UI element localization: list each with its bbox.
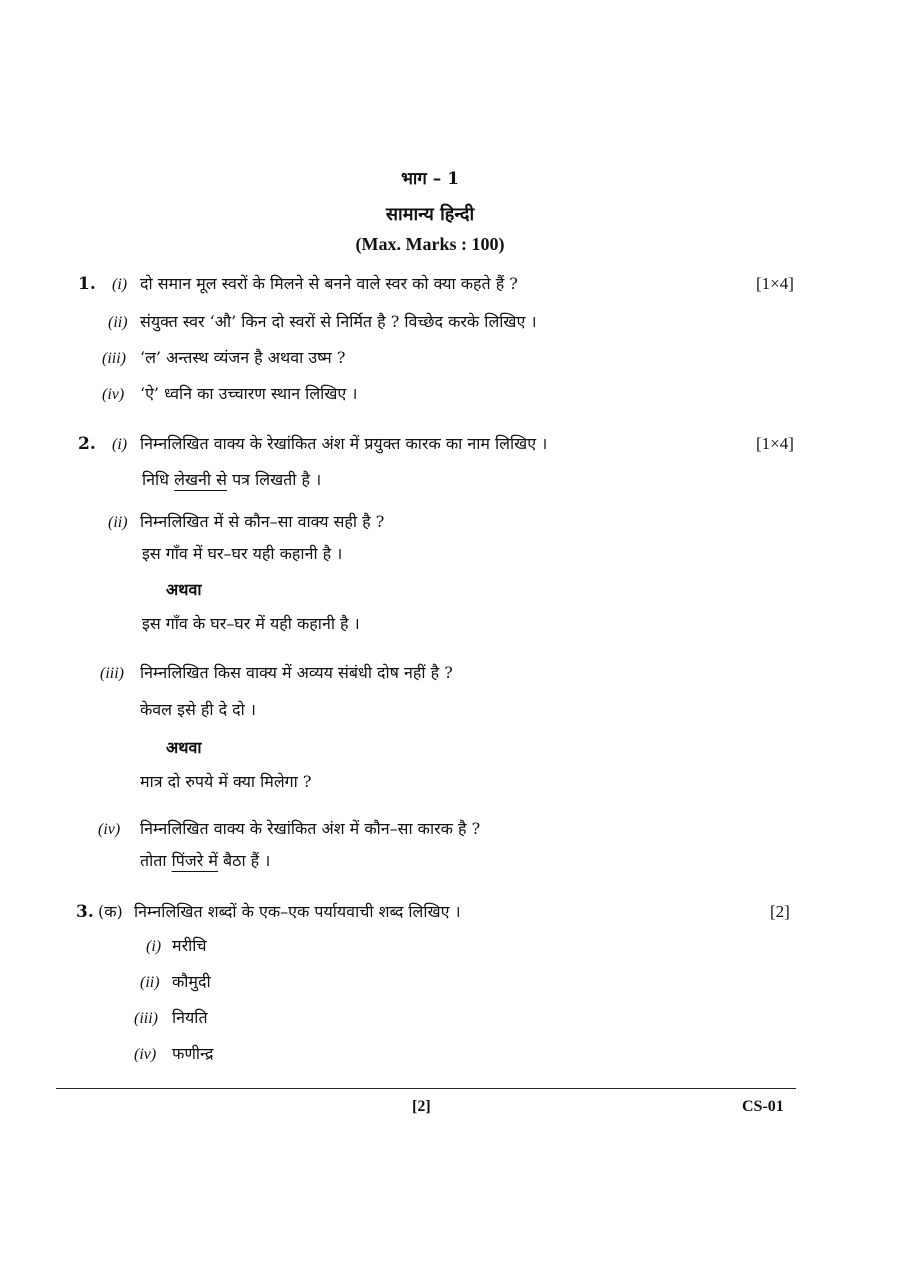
q2-part4-roman: (iv)	[98, 821, 121, 838]
q1-part3-roman: (iii)	[102, 350, 126, 367]
q2-part3-option-a: केवल इसे ही दे दो ।	[140, 700, 256, 719]
q2-part2-option-b: इस गाँव के घर–घर में यही कहानी है ।	[142, 614, 360, 633]
q3-word1: मरीचि	[172, 936, 207, 955]
q2-part1-example-pre: निधि	[142, 470, 175, 489]
q2-part3-text: निम्नलिखित किस वाक्य में अव्यय संबंधी दोष नहीं है ?	[140, 663, 453, 682]
q2-part3-option-b: मात्र दो रुपये में क्या मिलेगा ?	[140, 772, 312, 791]
q1-part4-text: ‘ऐ’ ध्वनि का उच्चारण स्थान लिखिए ।	[140, 384, 358, 403]
q3-word1-roman: (i)	[146, 938, 162, 955]
q3-number: 3.	[76, 902, 94, 922]
q1-part1-roman: (i)	[112, 276, 128, 293]
subject-heading: सामान्य हिन्दी	[385, 204, 475, 225]
q2-part2-text: निम्नलिखित में से कौन–सा वाक्य सही है ?	[140, 512, 385, 531]
page-number: [2]	[412, 1098, 431, 1115]
q1-part3-text: ‘ल’ अन्तस्थ व्यंजन है अथवा उष्म ?	[140, 348, 346, 367]
q3-word3: नियति	[172, 1008, 208, 1027]
q3-word4-roman: (iv)	[134, 1046, 157, 1063]
q2-part4-example	[140, 851, 270, 871]
part-heading: भाग – 1	[400, 169, 460, 189]
q2-part4-example-post: बैठा हैं ।	[217, 851, 271, 870]
q3-word3-roman: (iii)	[134, 1010, 158, 1027]
q3-marks: [2]	[770, 902, 790, 921]
paper-code: CS-01	[742, 1098, 784, 1115]
q2-part1-text: निम्नलिखित वाक्य के रेखांकित अंश में प्रयुक्त कारक का नाम लिखिए ।	[140, 434, 548, 453]
q2-part1-underlined: लेखनी से	[174, 470, 227, 489]
q1-part2-text: संयुक्त स्वर ‘औ’ किन दो स्वरों से निर्मित है ? विच्छेद करके लिखिए ।	[140, 312, 537, 331]
q2-part4-underlined: पिंजरे में	[171, 851, 218, 870]
q2-part1-roman: (i)	[112, 436, 128, 453]
q2-part3-or: अथवा	[166, 738, 202, 757]
q1-part2-roman: (ii)	[108, 314, 128, 331]
q2-marks: [1×4]	[756, 434, 794, 453]
q2-part1-example-post: पत्र लिखती है ।	[226, 470, 322, 489]
max-marks: (Max. Marks : 100)	[355, 234, 505, 254]
q1-part1-text: दो समान मूल स्वरों के मिलने से बनने वाले स्वर को क्या कहते हैं ?	[140, 274, 518, 293]
q2-part4-example-pre: तोता	[140, 851, 172, 870]
q2-part3-roman: (iii)	[100, 665, 124, 682]
q1-part4-roman: (iv)	[102, 386, 125, 403]
q3-text: निम्नलिखित शब्दों के एक–एक पर्यायवाची शब्द लिखिए ।	[134, 902, 461, 921]
q3-word4: फणीन्द्र	[172, 1044, 214, 1063]
q2-part2-roman: (ii)	[108, 514, 128, 531]
q2-part2-option-a: इस गाँव में घर–घर यही कहानी है ।	[142, 544, 343, 563]
q3-word2: कौमुदी	[172, 972, 211, 991]
q3-word2-roman: (ii)	[140, 974, 160, 991]
q2-part2-or: अथवा	[166, 580, 202, 599]
q1-number: 1.	[78, 274, 96, 294]
q2-part1-example	[142, 470, 321, 490]
footer-rule	[56, 1088, 796, 1089]
q3-sub-label: (क)	[98, 902, 123, 921]
q2-part4-text: निम्नलिखित वाक्य के रेखांकित अंश में कौन–सा कारक है ?	[140, 819, 481, 838]
q2-number: 2.	[78, 434, 96, 454]
q1-marks: [1×4]	[756, 274, 794, 293]
